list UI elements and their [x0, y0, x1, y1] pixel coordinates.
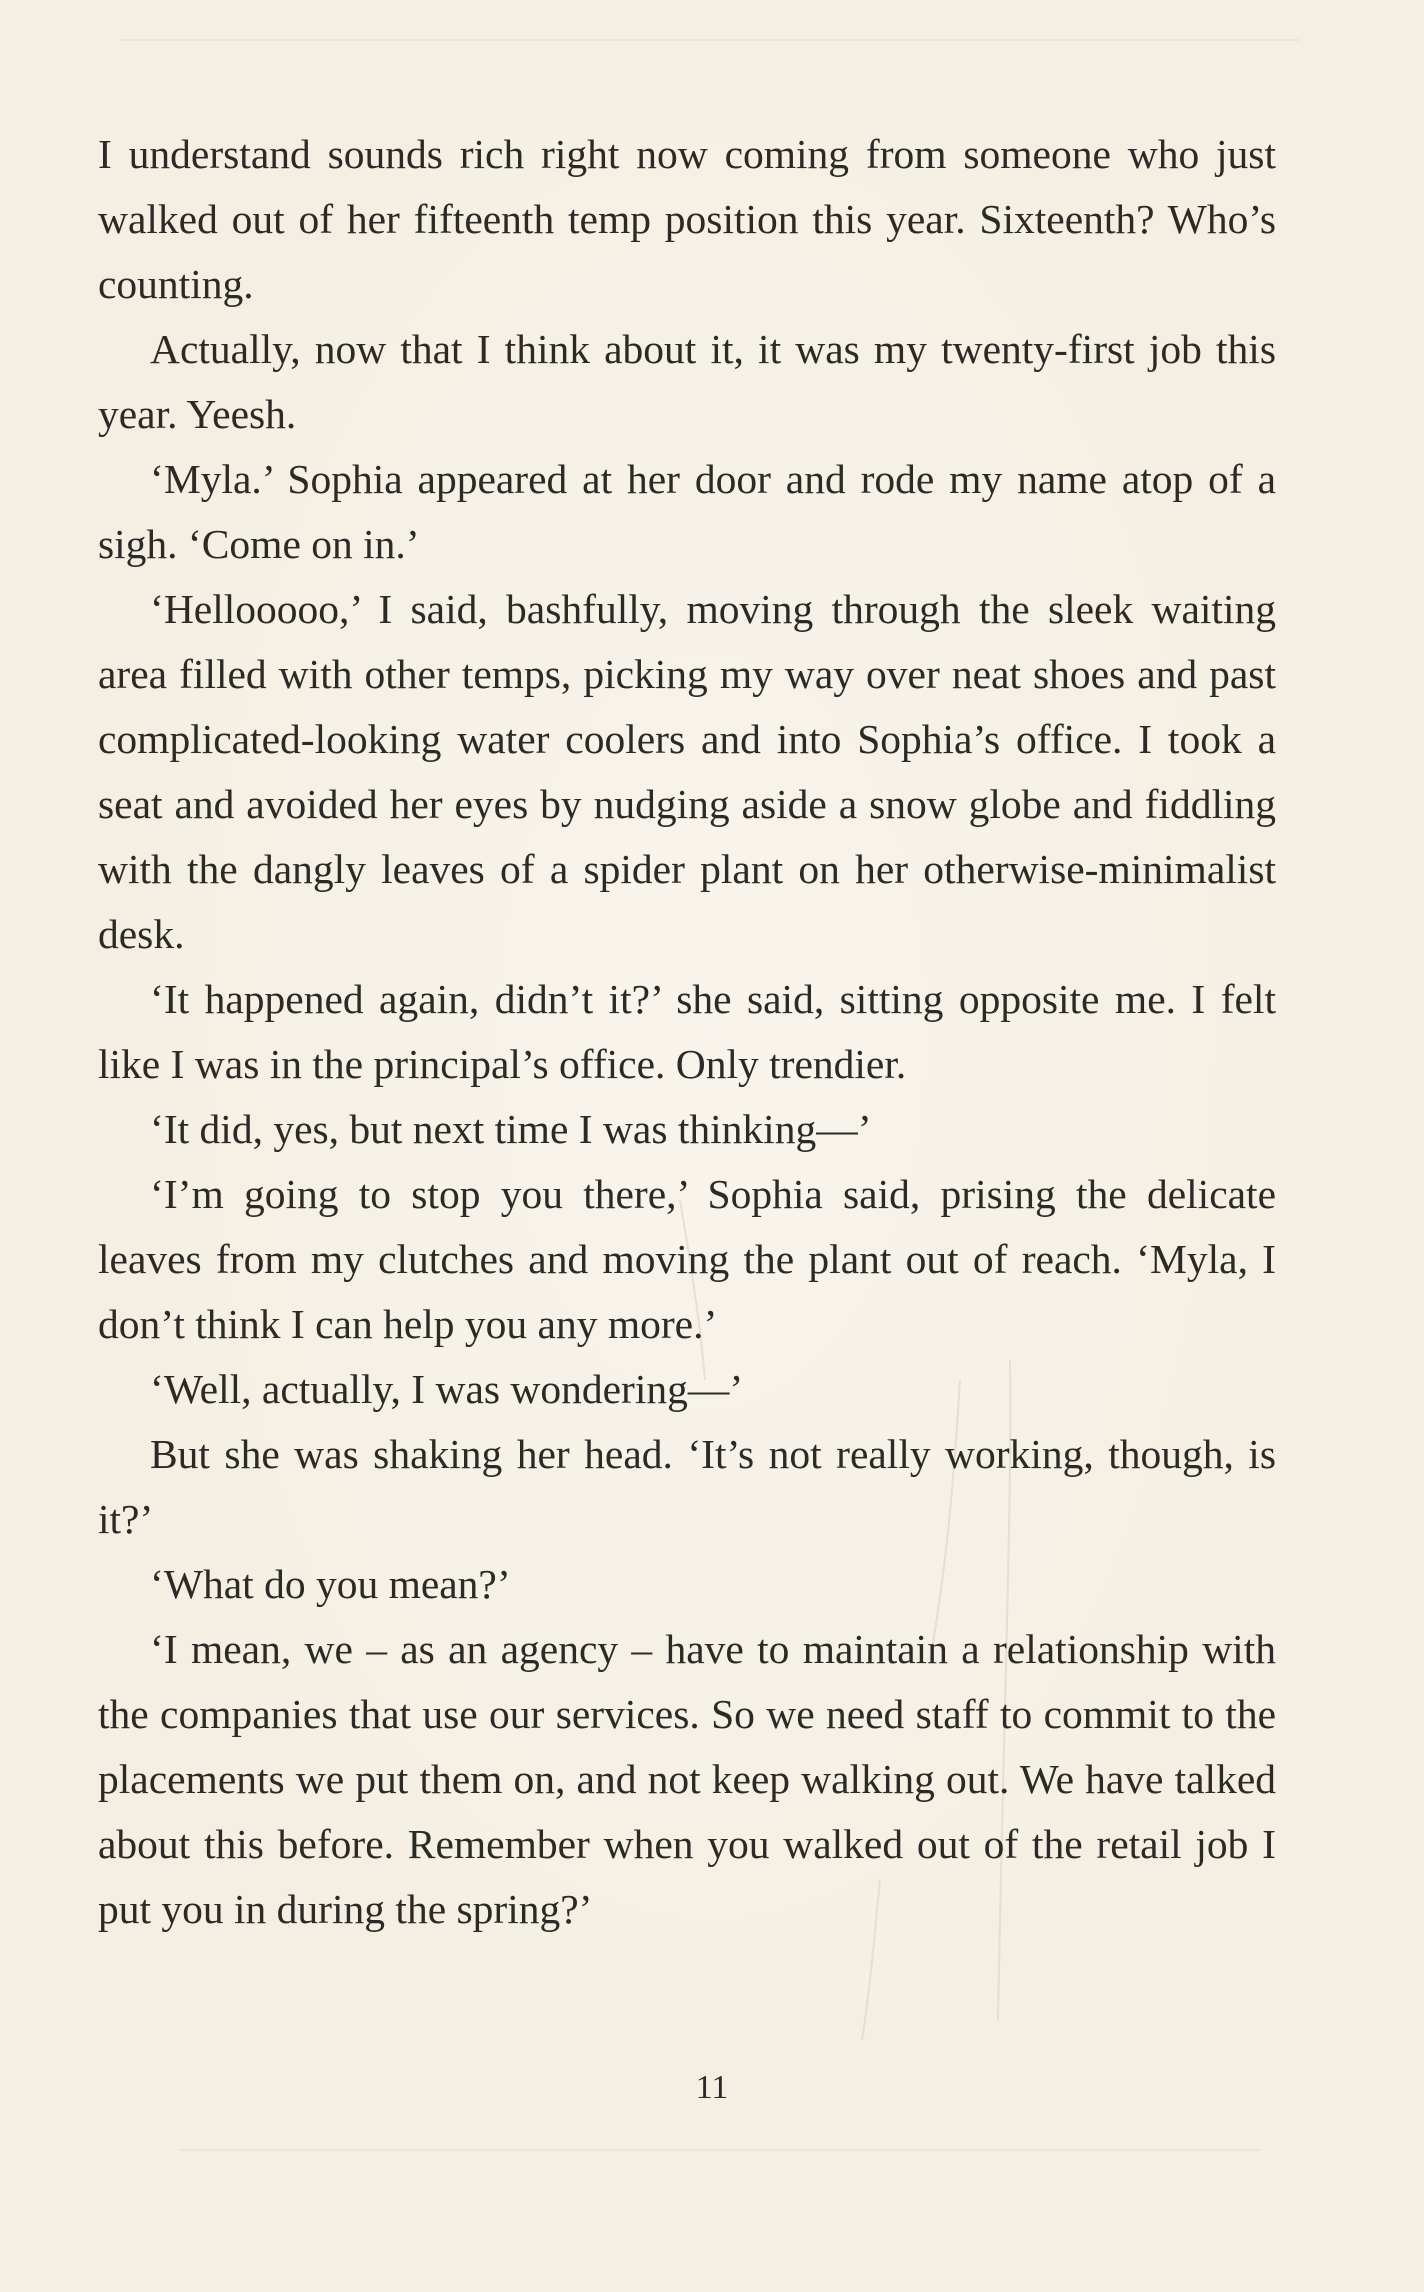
- paragraph: ‘Hellooooo,’ I said, bashfully, moving through the sleek waiting area filled with other temps, picking my way over neat shoes and past complicated-looking water coolers and into Sophia’s office. I took a seat and avoided her eyes by nudging aside a snow globe and fiddling with the dangly leaves of a spider plant on her otherwise-minimalist desk.: [98, 586, 1276, 957]
- paragraph: ‘Well, actually, I was wondering—’: [150, 1366, 744, 1412]
- paragraph: ‘I’m going to stop you there,’ Sophia said, prising the delicate leaves from my clutches and moving the plant out of reach. ‘Myla, I don’t think I can help you any more.’: [98, 1171, 1276, 1347]
- paragraph: Actually, now that I think about it, it was my twenty-first job this year. Yeesh.: [98, 326, 1276, 437]
- paragraph: But she was shaking her head. ‘It’s not really working, though, is it?’: [98, 1431, 1276, 1542]
- paragraph: ‘I mean, we – as an agency – have to maintain a relationship with the companies that use our services. So we need staff to commit to the placements we put them on, and not keep walking out. We have talked about this before. Remember when you walked out of the retail job I put you in during the spring?’: [98, 1626, 1276, 1932]
- page-number: 11: [695, 2069, 729, 2106]
- paragraph: ‘Myla.’ Sophia appeared at her door and rode my name atop of a sigh. ‘Come on in.’: [98, 456, 1276, 567]
- paragraph: ‘It did, yes, but next time I was thinking—’: [150, 1106, 872, 1152]
- body-text: [98, 122, 1276, 1942]
- paragraph: ‘It happened again, didn’t it?’ she said, sitting opposite me. I felt like I was in the principal’s office. Only trendier.: [98, 976, 1276, 1087]
- paragraph: I understand sounds rich right now coming from someone who just walked out of her fifteenth temp position this year. Sixteenth? Who’s counting.: [98, 131, 1276, 307]
- paragraph: ‘What do you mean?’: [150, 1561, 511, 1607]
